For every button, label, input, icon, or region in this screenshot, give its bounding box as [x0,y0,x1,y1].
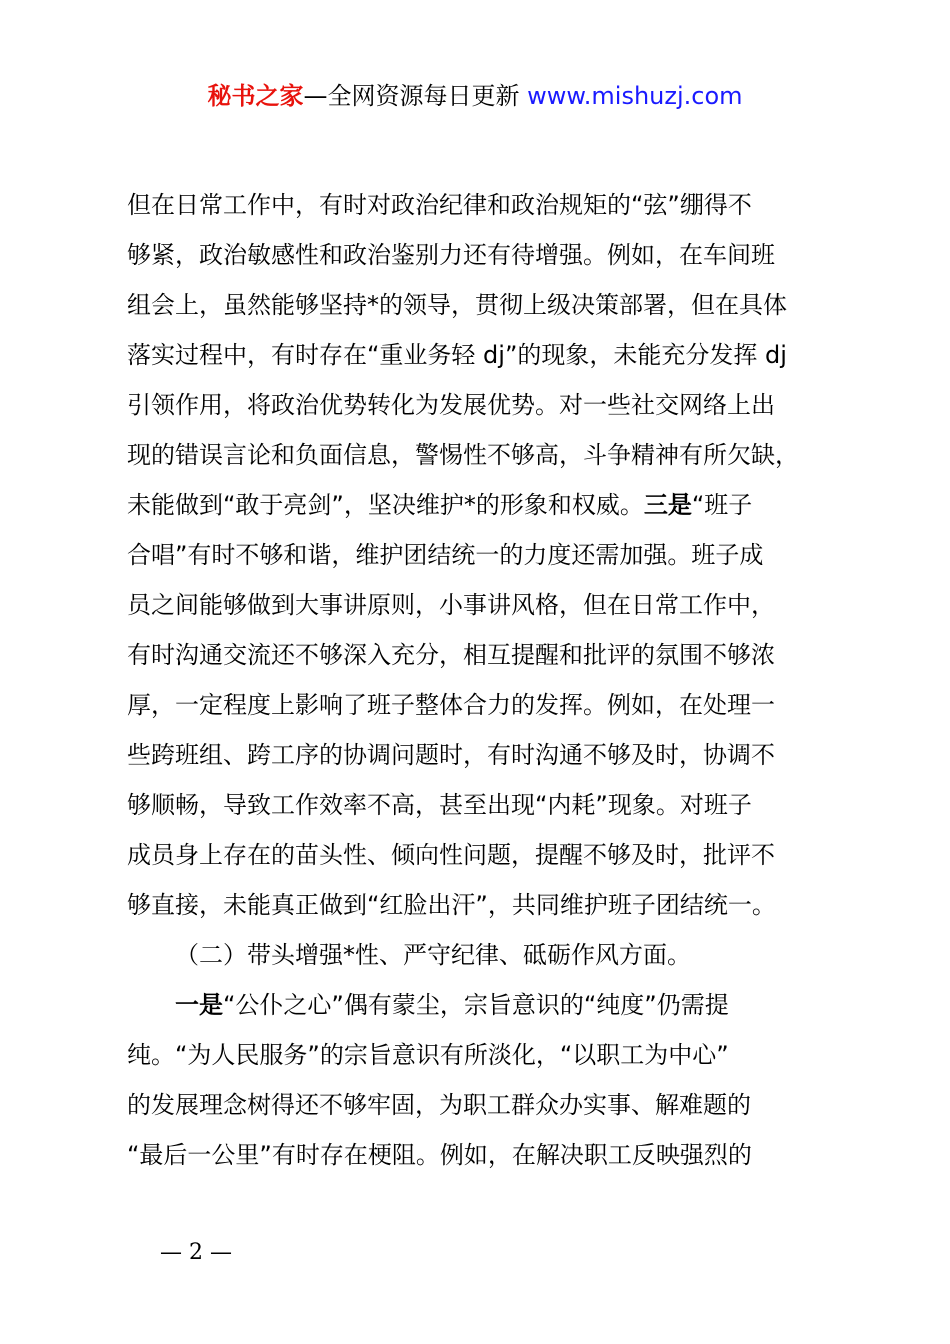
text-line: 厚，一定程度上影响了班子整体合力的发挥。例如，在处理一 [127,691,775,719]
text-line: 现的错误言论和负面信息，警惕性不够高，斗争精神有所欠缺， [127,441,799,469]
bold-marker: 一是 [175,991,223,1019]
text-line: 但在日常工作中，有时对政治纪律和政治规矩的“弦”绷得不 [127,191,752,219]
bold-marker: 三是 [643,491,692,519]
text-line: 员之间能够做到大事讲原则，小事讲风格，但在日常工作中， [127,591,775,619]
site-banner [0,78,950,114]
text-line: 够紧，政治敏感性和政治鉴别力还有待增强。例如，在车间班 [127,241,775,269]
text-line: 落实过程中，有时存在“重业务轻 dj”的现象，未能充分发挥 dj [127,341,787,369]
text-line: 纯。“为人民服务”的宗旨意识有所淡化，“以职工为中心” [127,1041,729,1069]
website-url[interactable]: www.mishuzj.com [527,82,743,110]
text-line: 些跨班组、跨工序的协调问题时，有时沟通不够及时，协调不 [127,741,775,769]
text-line [127,980,832,1030]
text-line: 有时沟通交流还不够深入充分，相互提醒和批评的氛围不够浓 [127,641,775,669]
brand-name: 秘书之家 [207,82,304,110]
text-line: 引领作用，将政治优势转化为发展优势。对一些社交网络上出 [127,391,775,419]
text-run: “公仆之心”偶有蒙尘，宗旨意识的“纯度”仍需提 [223,991,729,1019]
text-run: “班子 [691,491,753,519]
document-body [127,180,832,1180]
text-line: “最后一公里”有时存在梗阻。例如，在解决职工反映强烈的 [127,1141,752,1169]
banner-tagline: —全网资源每日更新 [303,82,520,110]
section-heading: （二）带头增强*性、严守纪律、砥砺作风方面。 [175,941,691,969]
text-line: 组会上，虽然能够坚持*的领导，贯彻上级决策部署，但在具体 [127,291,787,319]
text-line [127,480,832,530]
text-run: 未能做到“敢于亮剑”，坚决维护*的形象和权威。 [127,491,644,519]
text-line: 够直接，未能真正做到“红脸出汗”，共同维护班子团结统一。 [127,891,776,919]
text-line: 合唱”有时不够和谐，维护团结统一的力度还需加强。班子成 [127,541,764,569]
text-line: 成员身上存在的苗头性、倾向性问题，提醒不够及时，批评不 [127,841,775,869]
page-number: — 2 — [160,1240,232,1265]
text-line: 够顺畅，导致工作效率不高，甚至出现“内耗”现象。对班子 [127,791,752,819]
text-line: 的发展理念树得还不够牢固，为职工群众办实事、解难题的 [127,1091,751,1119]
